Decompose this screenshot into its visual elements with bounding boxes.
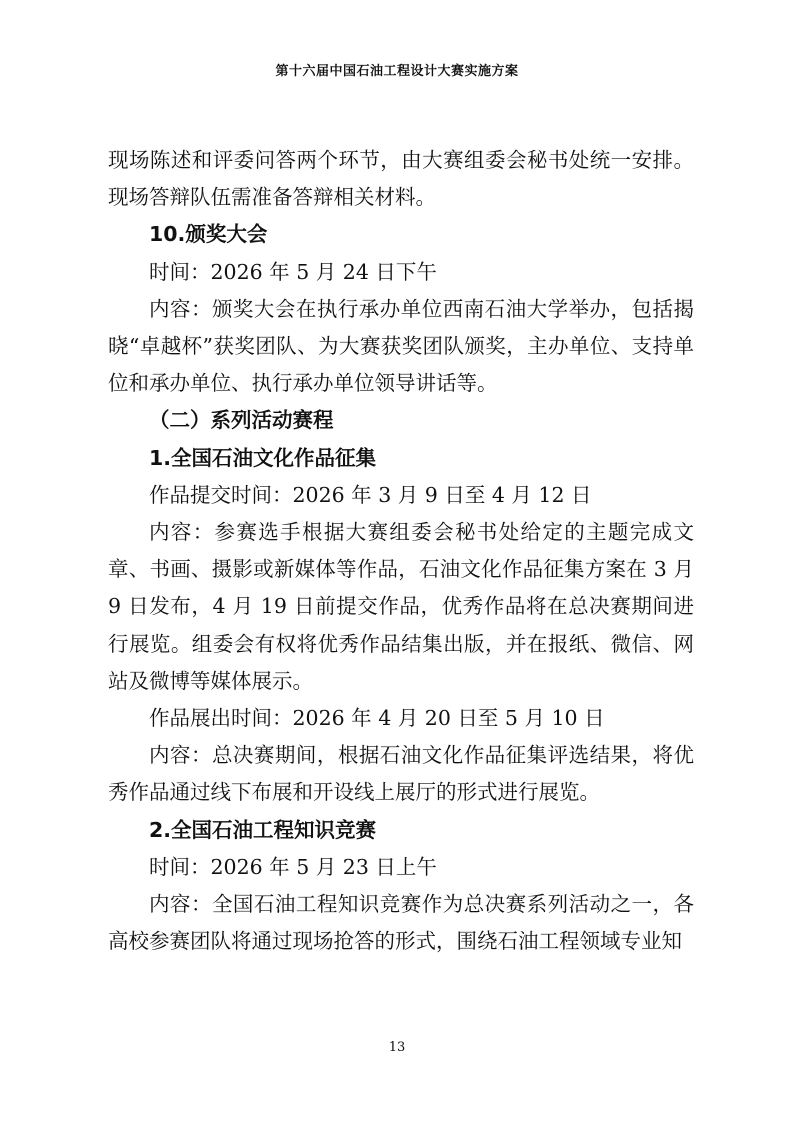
culture-show-time: 作品展出时间：2026 年 4 月 20 日至 5 月 10 日 (149, 706, 605, 731)
award-time: 时间：2026 年 5 月 24 日下午 (149, 259, 437, 284)
document-body (108, 142, 694, 960)
culture-submit-content: 内容：参赛选手根据大赛组委会秘书处给定的主题完成文章、书画、摄影或新媒体等作品，石油文化作品征集方案在 3 月 9 日发布，4 月 19 日前提交作品，优秀作品将在总决赛期间进行展览。组委会有权将优秀作品结集出版，并在报纸、微信、网站及微博等媒体展示。 (108, 520, 694, 693)
heading-knowledge-quiz: 2.全国石油工程知识竞赛 (149, 817, 377, 842)
heading-culture-works: 1.全国石油文化作品征集 (149, 445, 377, 470)
page-number: 13 (388, 1040, 406, 1055)
award-content: 内容：颁奖大会在执行承办单位西南石油大学举办，包括揭晓“卓越杯”获奖团队、为大赛获奖团队颁奖，主办单位、支持单位和承办单位、执行承办单位领导讲话等。 (108, 296, 694, 396)
page-header: 第十六届中国石油工程设计大赛实施方案 (275, 64, 519, 79)
culture-submit-time: 作品提交时间：2026 年 3 月 9 日至 4 月 12 日 (149, 482, 592, 507)
quiz-content: 内容：全国石油工程知识竞赛作为总决赛系列活动之一，各高校参赛团队将通过现场抢答的形式，围绕石油工程领域专业知 (108, 892, 694, 954)
paragraph-continuation: 现场陈述和评委问答两个环节，由大赛组委会秘书处统一安排。现场答辩队伍需准备答辩相关材料。 (108, 148, 694, 210)
culture-show-content: 内容：总决赛期间，根据石油文化作品征集评选结果，将优秀作品通过线下布展和开设线上展厅的形式进行展览。 (108, 743, 694, 805)
heading-award-ceremony: 10.颁奖大会 (149, 222, 268, 247)
heading-series-activities: （二）系列活动赛程 (149, 408, 334, 433)
quiz-time: 时间：2026 年 5 月 23 日上午 (149, 854, 437, 879)
